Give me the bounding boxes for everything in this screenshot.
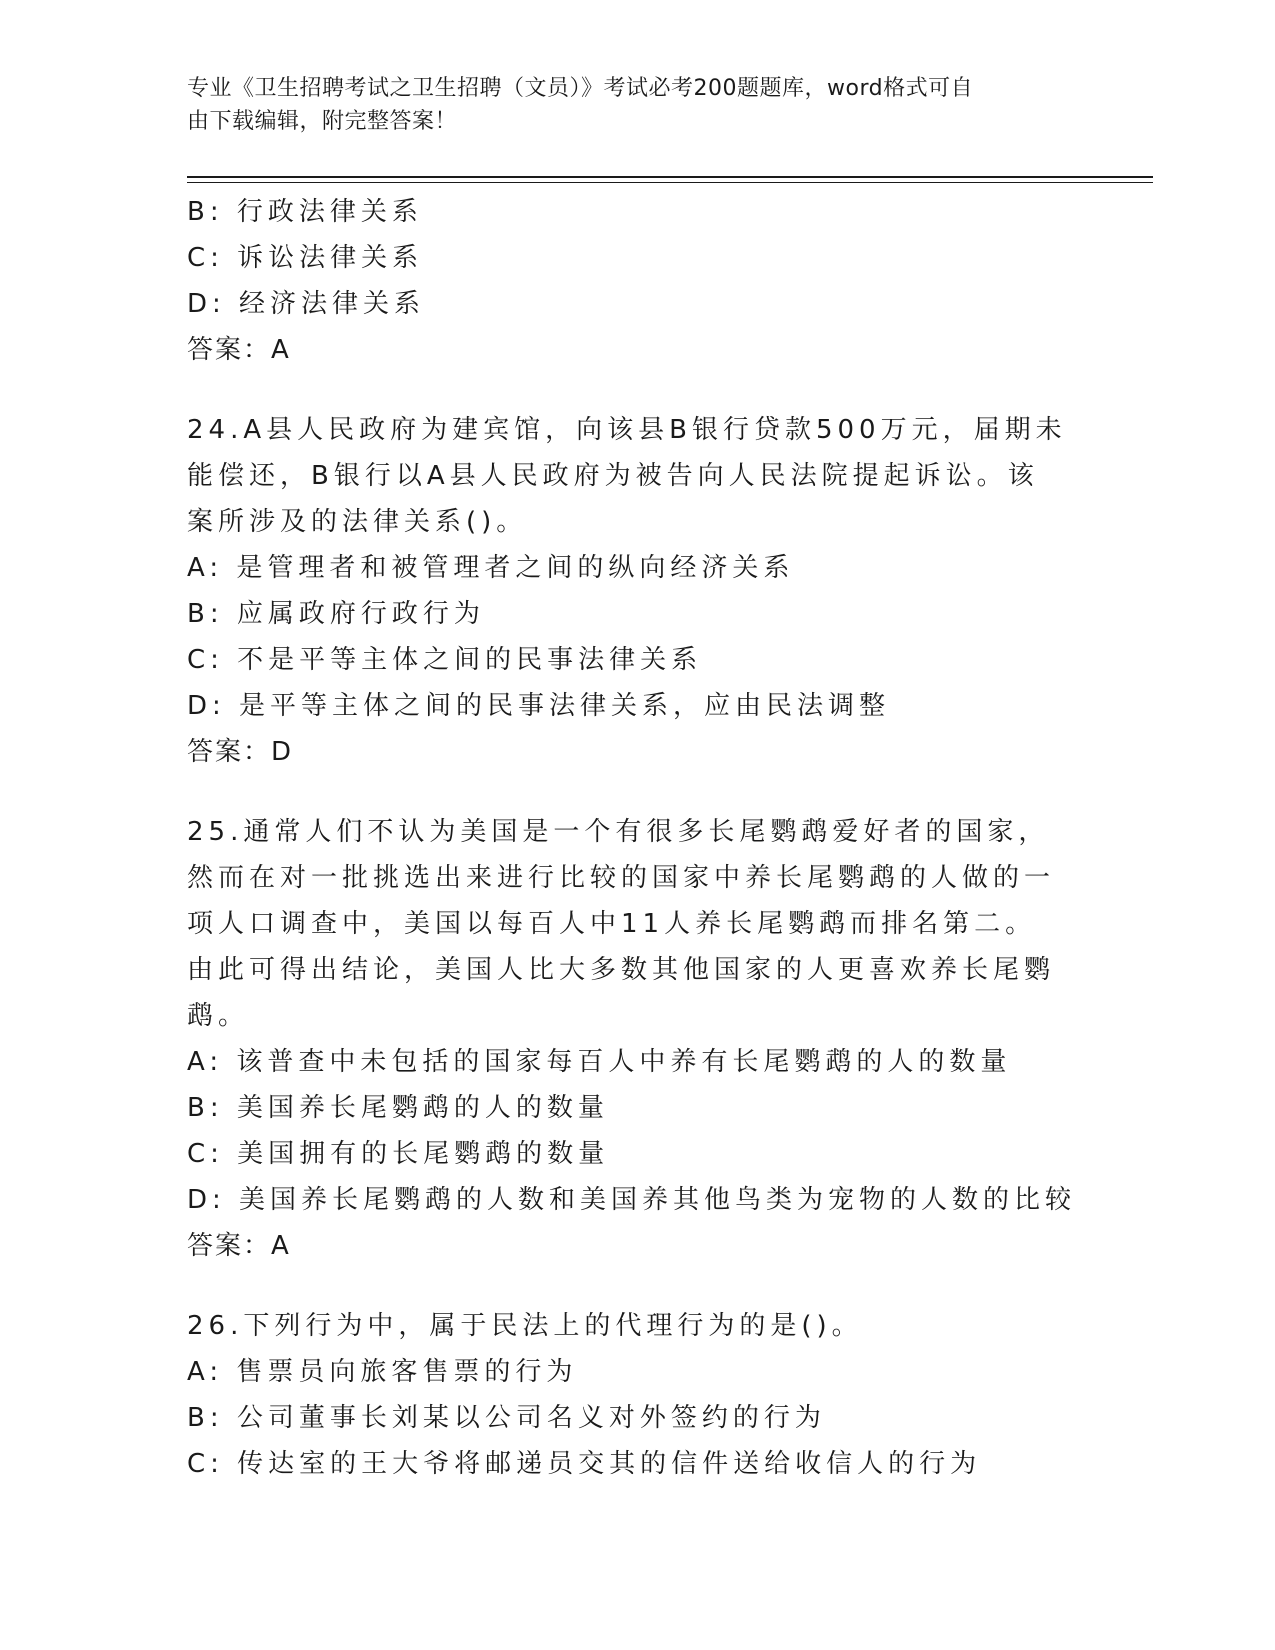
question-block-continued (187, 189, 1087, 373)
option-a: A: 该普查中未包括的国家每百人中养有长尾鹦鹉的人的数量 (187, 1047, 1012, 1077)
option-d: D: 是平等主体之间的民事法律关系，应由民法调整 (187, 691, 891, 721)
option-d: D: 美国养长尾鹦鹉的人数和美国养其他鸟类为宠物的人数的比较 (187, 1185, 1077, 1215)
question-stem: 26.下列行为中，属于民法上的代理行为的是()。 (187, 1311, 863, 1341)
header-rule-thick (187, 176, 1153, 178)
answer: 答案：A (187, 335, 291, 365)
question-stem: 24.A县人民政府为建宾馆，向该县B银行贷款500万元，届期未能偿还，B银行以A县人民政府为被告向人民法院提起诉讼。该案所涉及的法律关系()。 (187, 415, 1067, 537)
answer: 答案：A (187, 1231, 291, 1261)
option-a: A: 是管理者和被管理者之间的纵向经济关系 (187, 553, 795, 583)
question-block-25 (187, 809, 1087, 1269)
option-c: C: 不是平等主体之间的民事法律关系 (187, 645, 703, 675)
header-rule-thin (187, 182, 1153, 183)
question-block-26 (187, 1303, 1087, 1487)
document-header (187, 72, 1087, 138)
question-block-24 (187, 407, 1087, 775)
header-line-2: 由下载编辑，附完整答案！ (187, 109, 458, 134)
option-b: B: 应属政府行政行为 (187, 599, 485, 629)
answer: 答案：D (187, 737, 294, 767)
option-a: A: 售票员向旅客售票的行为 (187, 1357, 578, 1387)
header-line-1: 专业《卫生招聘考试之卫生招聘（文员）》考试必考200题题库，word格式可自 (187, 76, 974, 101)
option-c: C: 美国拥有的长尾鹦鹉的数量 (187, 1139, 610, 1169)
option-b: B: 公司董事长刘某以公司名义对外签约的行为 (187, 1403, 826, 1433)
option-c: C: 传达室的王大爷将邮递员交其的信件送给收信人的行为 (187, 1449, 982, 1479)
option-d: D: 经济法律关系 (187, 289, 426, 319)
option-b: B: 美国养长尾鹦鹉的人的数量 (187, 1093, 609, 1123)
option-c: C: 诉讼法律关系 (187, 243, 424, 273)
option-b: B: 行政法律关系 (187, 197, 423, 227)
question-stem: 25.通常人们不认为美国是一个有很多长尾鹦鹉爱好者的国家，然而在对一批挑选出来进行比较的国家中养长尾鹦鹉的人做的一项人口调查中，美国以每百人中11人养长尾鹦鹉而排名第二。由此可得出结论，美国人比大多数其他国家的人更喜欢养长尾鹦鹉。 (187, 817, 1056, 1031)
document-body (187, 189, 1087, 1487)
